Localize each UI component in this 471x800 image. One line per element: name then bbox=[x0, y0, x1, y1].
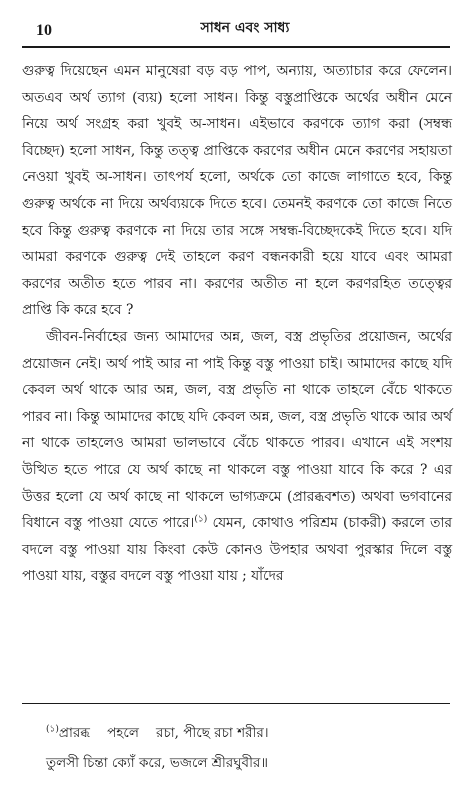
footnote-rule bbox=[22, 703, 450, 704]
paragraph-2-part-1: জীবন-নির্বাহের জন্য আমাদের অন্ন, জল, বস্ত্র প্রভৃতির প্রয়োজন, অর্থের প্রয়োজন নেই। অর্থ পাই আর না পাই কিন্তু বস্তু পাওয়া চাই। আমাদের কাছে যদি কেবল অর্থ থাকে আর অন্ন, জল, বস্ত্র প্রভৃতি না থাকে তাহলে বেঁচে থাকতে পারব না। কিন্তু আমাদের কাছে যদি কেবল অন্ন, জল, বস্ত্র প্রভৃতি থাকে আর অর্থ না থাকে তাহলেও আমরা ভালভাবে বেঁচে থাকতে পারব। এখানে এই সংশয় উত্থিত হতে পারে যে অর্থ কাছে না থাকলে বস্তু পাওয়া যাবে কি করে ? এর উত্তর হলো যে অর্থ কাছে না থাকলে ভাগ্যক্রমে (প্রারব্ধবশত) অথবা ভগবানের বিধানে বস্তু পাওয়া যেতে পারে। bbox=[22, 328, 452, 532]
running-title: সাধন এবং সাধ্য bbox=[200, 20, 290, 36]
page-number: 10 bbox=[36, 22, 52, 39]
footnote-line-1 bbox=[46, 718, 446, 748]
paragraph-2-part-2: যেমন, কোথাও পরিশ্রম (চাকরী) করলে তার বদলে বস্তু পাওয়া যায় কিংবা কেউ কোনও উপহার অথবা পুরস্কার দিলে বস্তু পাওয়া যায়, বস্তুর বদলে বস্তু পাওয়া যায় ; যাঁদের bbox=[22, 515, 452, 585]
footnote bbox=[46, 718, 446, 778]
body-text bbox=[22, 58, 452, 590]
footnote-reference: (১) bbox=[194, 514, 208, 525]
footnote-line-2: তুলসী চিন্তা ক্যোঁ করে, ভজলে শ্রীরঘুবীর॥ bbox=[46, 755, 268, 771]
footnote-marker: (১) bbox=[46, 724, 59, 735]
page-header bbox=[0, 0, 471, 40]
paragraph-2 bbox=[22, 324, 452, 590]
paragraph-1: গুরুত্ব দিয়েছেন এমন মানুষেরা বড় বড় পাপ, অন্যায়, অত্যাচার করে ফেলেন। অতএব অর্থ ত্যাগ (ব্যয়) হলো সাধন। কিন্তু বস্তুপ্রাপ্তিকে অর্থের অধীন মেনে নিয়ে অর্থ সংগ্রহ করা খুবই অ-সাধন। এইভাবে করণকে ত্যাগ করা (সম্বন্ধ বিচ্ছেদ) হলো সাধন, কিন্তু তত্ত্ব প্রাপ্তিকে করণের অধীন মেনে করণের সহায়তা নেওয়া খুবই অ-সাধন। তাৎপর্য হলো, অর্থকে তো কাজে লাগাতে হবে, কিন্তু গুরুত্ব অর্থকে না দিয়ে অর্থব্যয়কে দিতে হবে। তেমনই করণকে তো কাজে নিতে হবে কিন্তু গুরুত্ব করণকে না দিয়ে তার সঙ্গে সম্বন্ধ-বিচ্ছেদকেই দিতে হবে। যদি আমরা করণকে গুরুত্ব দেই তাহলে করণ বন্ধনকারী হয়ে যাবে এবং আমরা করণের অতীত হতে পারব না। করণের অতীত না হলে করণরহিত তত্ত্বের প্রাপ্তি কি করে হবে ? bbox=[22, 63, 452, 319]
footnote-line-1-text: প্রারব্ধ পহলে রচা, পীছে রচা শরীর। bbox=[58, 725, 269, 741]
header-rule bbox=[22, 46, 450, 48]
